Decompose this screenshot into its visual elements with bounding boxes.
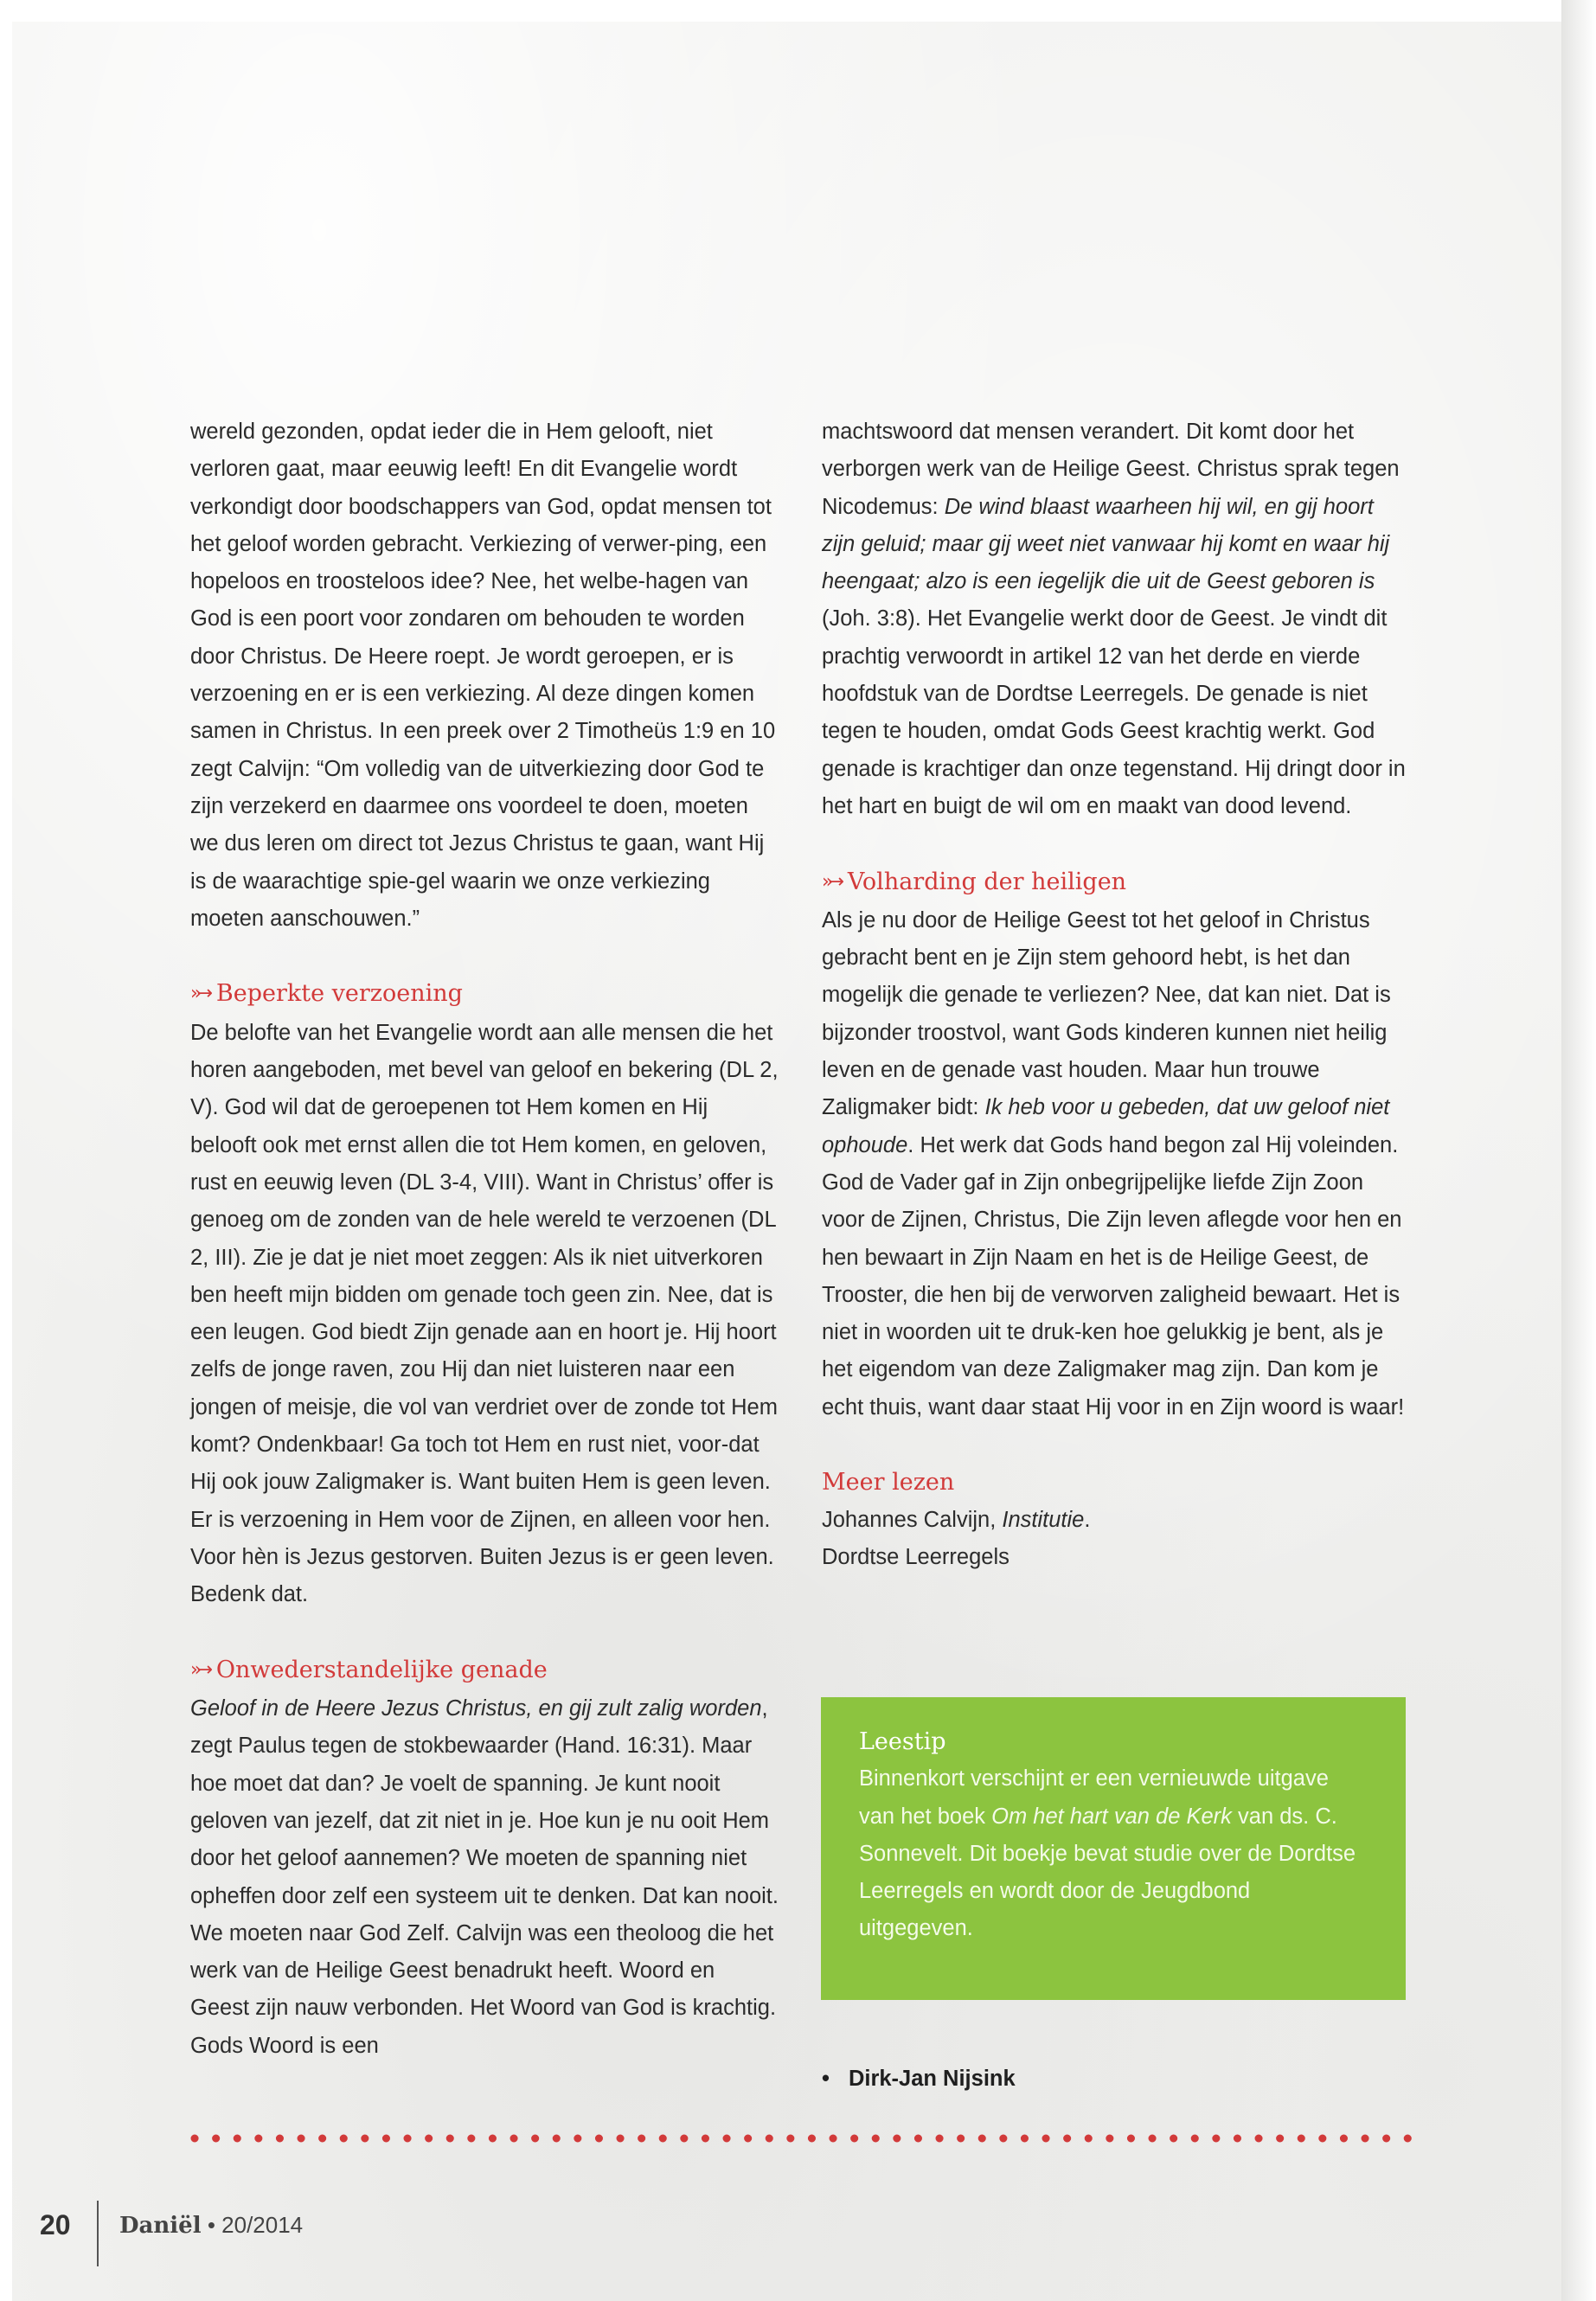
section-heading-beperkte-verzoening — [190, 975, 779, 1014]
more-reading-item — [822, 1502, 1410, 1539]
heading-text: Volharding der heiligen — [847, 868, 1127, 895]
author-credit — [822, 2061, 1016, 2096]
section-heading-onwederstandelijke-genade — [190, 1651, 779, 1690]
reading-punctuation: . — [1084, 1507, 1091, 1532]
tip-text-part: Binnenkort verschijnt er een vernieuwde uitgave van het boek — [859, 1766, 1329, 1829]
bible-quote: Geloof in de Heere Jezus Christus, en gij zult zalig worden — [190, 1696, 762, 1721]
tip-text-part: van ds. C. Sonnevelt. Dit boekje bevat studie over de Dordtse Leerregels en wordt door de Jeugdbond uitgegeven. — [859, 1804, 1356, 1941]
paragraph: wereld gezonden, opdat ieder die in Hem gelooft, niet verloren gaat, maar eeuwig leeft! En dit Evangelie wordt verkondigt door boodschappers van God, opdat mensen tot het geloof worden gebracht. Verkiezing of verwer-ping, een hopeloos en troosteloos idee? Nee, het welbe-hagen van God is een poort voor zondaren om behouden te worden door Christus. De Heere roept. Je wordt geroepen, er is verzoening en er is een verkiezing. Al deze dingen komen samen in Christus. In een preek over 2 Timotheüs 1:9 en 10 zegt Calvijn: “Om volledig van de uitverkiezing door God te zijn verzekerd en daarmee ons voordeel te doen, moeten we dus leren om direct tot Jezus Christus te gaan, want Hij is de waarachtige spie-gel waarin we onze verkiezing moeten aanschouwen.” — [190, 420, 776, 931]
double-arrow-icon: »→ — [190, 1658, 208, 1681]
double-arrow-icon: »→ — [822, 870, 839, 893]
paragraph-text: (Joh. 3:8). Het Evangelie werkt door de Geest. Je vindt dit prachtig verwoordt in artikel 12 van het derde en vierde hoofdstuk van de Dordtse Leerregels. De genade is niet tegen te houden, omdat Gods Geest krachtig werkt. God genade is krachtiger dan onze tegenstand. Hij dringt door in het hart en buigt de wil om en maakt van dood levend. — [822, 606, 1406, 818]
tip-text — [859, 1760, 1368, 1947]
footer-divider — [97, 2201, 99, 2266]
double-arrow-icon: »→ — [190, 983, 208, 1005]
heading-text: Beperkte verzoening — [215, 980, 463, 1008]
paragraph-text: . Het werk dat Gods hand begon zal Hij voleinden. God de Vader gaf in Zijn onbegrijpelijke liefde Zijn Zoon voor de Zijnen, Christus, Die Zijn leven aflegde voor hen en hen bewaart in Zijn Naam en het is de Heilige Geest, de Trooster, die hen bij de verworven zaligheid bewaart. Het is niet in woorden uit te druk-ken hoe gelukkig je bent, als je het eigendom van deze Zaligmaker mag zijn. Dan kom je echt thuis, want daar staat Hij voor in en Zijn woord is waar! — [822, 1132, 1405, 1420]
issue-number: 20/2014 — [221, 2212, 304, 2238]
author-name: Dirk-Jan Nijsink — [848, 2067, 1016, 2091]
heading-text: Onwederstandelijke genade — [215, 1656, 548, 1683]
page-edge-top — [0, 0, 1596, 22]
bullet-icon: • — [822, 2067, 830, 2091]
footer-brand — [119, 2199, 303, 2252]
more-reading-item: Dordtse Leerregels — [822, 1544, 1010, 1569]
paragraph-text: machtswoord dat mensen verandert. Dit komt door het verborgen werk van de Heilige Geest. Christus sprak tegen Nicodemus: — [822, 420, 1400, 519]
page-edge-left — [0, 0, 12, 2301]
paragraph — [822, 902, 1410, 1426]
right-column — [822, 413, 1410, 1576]
bible-quote: Ik heb voor u gebeden, dat uw geloof niet ophoude — [822, 1095, 1390, 1157]
page-edge-right — [1561, 0, 1596, 2301]
bible-quote: De wind blaast waarheen hij wil, en gij hoort zijn geluid; maar gij weet niet vanwaar hij komt en waar hij heengaat; alzo is een iegelijk die uit de Geest geboren is — [822, 494, 1390, 594]
paragraph: De belofte van het Evangelie wordt aan alle mensen die het horen aangeboden, met bevel van geloof en bekering (DL 2, V). God wil dat de geroepenen tot Hem komen en Hij belooft ook met ernst allen die tot Hem komen, en geloven, rust en eeuwig leven (DL 3-4, VIII). Want in Christus’ offer is genoeg om de zonden van de hele wereld te verzoenen (DL 2, III). Zie je dat je niet moet zeggen: Als ik niet uitverkoren ben heeft mijn bidden om genade toch geen zin. Nee, dat is een leugen. God biedt Zijn genade aan en hoort je. Hij hoort zelfs de jonge raven, zou Hij dan niet luisteren naar een jongen of meisje, die vol van verdriet over de zonde tot Hem komt? Ondenkbaar! Ga toch tot Hem en rust niet, voor-dat Hij ook jouw Zaligmaker is. Want buiten Hem is geen leven. Er is verzoening in Hem voor de Zijnen, en alleen voor hen. Voor hèn is Jezus gestorven. Buiten Jezus is er geen leven. Bedenk dat. — [190, 1020, 779, 1607]
paragraph — [190, 1690, 779, 2065]
reading-title: Institutie — [1002, 1507, 1085, 1532]
section-heading-volharding-der-heiligen — [822, 863, 1410, 902]
tip-title: Leestip — [859, 1728, 946, 1755]
paragraph — [822, 413, 1410, 825]
page-number: 20 — [40, 2209, 71, 2240]
dotted-divider — [190, 2130, 1419, 2147]
reading-author: Johannes Calvijn, — [822, 1507, 1003, 1532]
paragraph-text: Als je nu door de Heilige Geest tot het geloof in Christus gebracht bent en je Zijn stem gehoord hebt, is het dan mogelijk die genade te verliezen? Nee, dat kan niet. Dat is bijzonder troostvol, want Gods kinderen kunnen niet heilig leven en de genade vast houden. Maar hun trouwe Zaligmaker bidt: — [822, 907, 1391, 1120]
paragraph-text: , zegt Paulus tegen de stokbewaarder (Hand. 16:31). Maar hoe moet dat dan? Je voelt de spanning. Je kunt nooit geloven van jezelf, dat zit niet in je. Hoe kun je nu ooit Hem door het geloof aannemen? We moeten de spanning niet opheffen door zelf een systeem uit te denken. Dat kan nooit. We moeten naar God Zelf. Calvijn was een theoloog die het werk van de Heilige Geest benadrukt heeft. Woord en Geest zijn nauw verbonden. Het Woord van God is krachtig. Gods Woord is een — [190, 1696, 779, 2058]
magazine-name: Daniël — [119, 2213, 202, 2239]
left-column — [190, 413, 779, 2065]
book-title: Om het hart van de Kerk — [991, 1804, 1232, 1829]
footer-separator: • — [201, 2212, 222, 2238]
reading-tip-box — [821, 1697, 1406, 2000]
more-reading-heading: Meer lezen — [822, 1469, 955, 1497]
